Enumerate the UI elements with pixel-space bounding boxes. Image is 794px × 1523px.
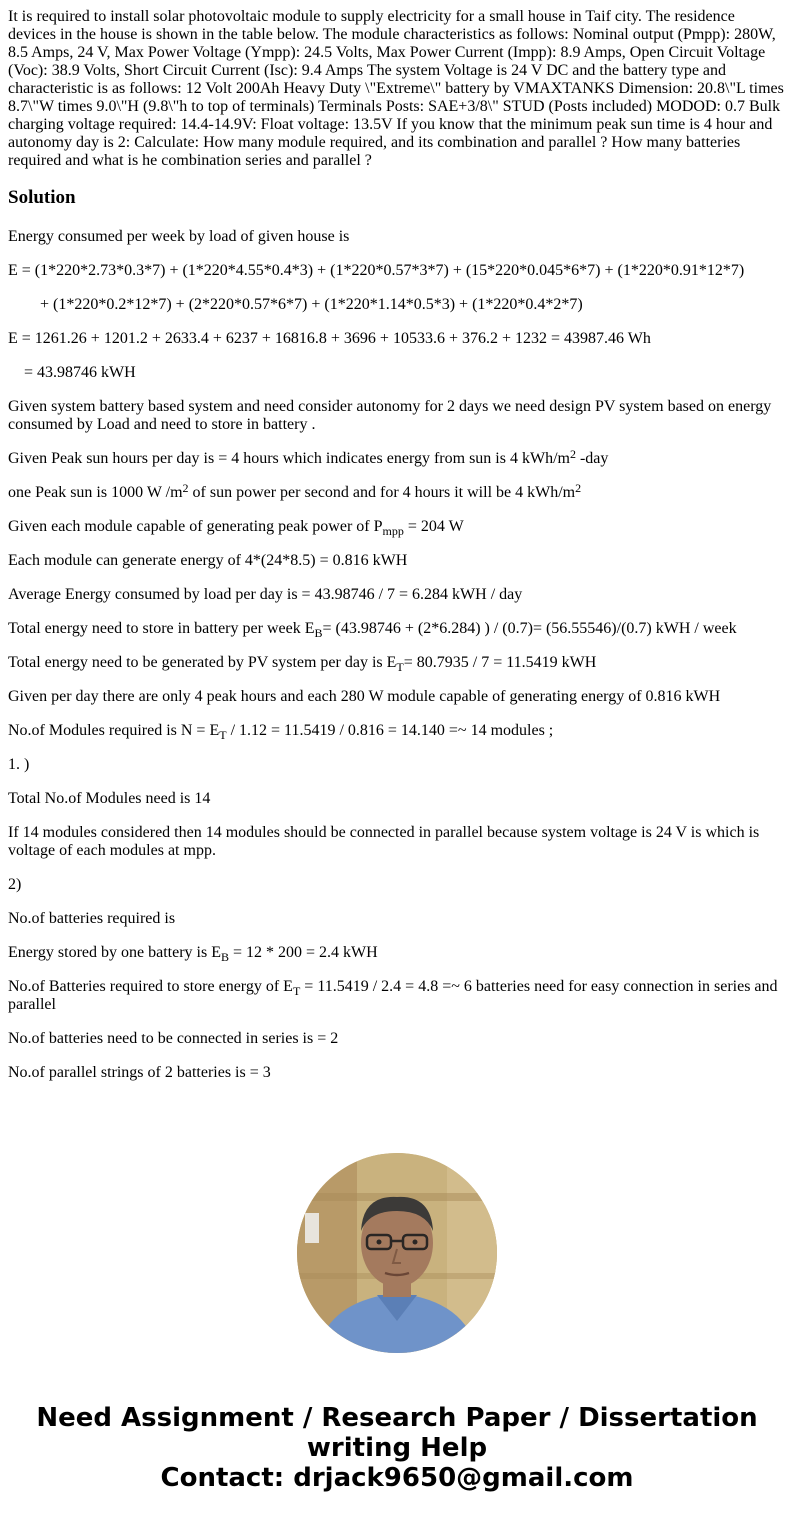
peak-hours: Given per day there are only 4 peak hours and each 280 W module capable of generating energy of 0.816 kWH: [8, 688, 721, 705]
solution-title: Solution: [8, 187, 76, 208]
energy-formula-2: + (1*220*0.2*12*7) + (2*220*0.57*6*7) + (1*220*1.14*0.5*3) + (1*220*0.4*2*7): [40, 296, 583, 313]
modules-required-value: / 1.12 = 11.5419 / 0.816 = 14.140 =~ 14 modules ;: [226, 722, 554, 739]
module-power-sub: mpp: [382, 524, 404, 538]
module-power-value: = 204 W: [403, 518, 464, 535]
battery-energy-line: [8, 944, 786, 962]
batteries-required: No.of batteries required is: [8, 910, 176, 927]
pv-day-value: = 80.7935 / 7 = 11.5419 kWH: [403, 654, 597, 671]
modules-required-text: No.of Modules required is N = E: [8, 722, 220, 739]
avatar-portrait-icon: [297, 1153, 497, 1353]
modules-required-line: [8, 722, 786, 740]
energy-kwh: = 43.98746 kWH: [24, 364, 136, 381]
promo-banner: [0, 1403, 794, 1493]
module-power-text: Given each module capable of generating peak power of P: [8, 518, 383, 535]
banner-line-1: Need Assignment / Research Paper / Dissertation: [36, 1403, 758, 1433]
one-peak-text: one Peak sun is 1000 W /m: [8, 484, 183, 501]
energy-intro: Energy consumed per week by load of given house is: [8, 228, 350, 245]
battery-week-sub: B: [314, 626, 323, 640]
energy-sum: E = 1261.26 + 1201.2 + 2633.4 + 6237 + 16816.8 + 3696 + 10533.6 + 376.2 + 1232 = 43987.46 Wh: [8, 330, 651, 347]
pv-day-line: [8, 654, 786, 672]
part-1-label: 1. ): [8, 756, 30, 773]
battery-week-value: = (43.98746 + (2*6.284) ) / (0.7)= (56.55546)/(0.7) kWH / week: [322, 620, 737, 637]
part-2-label: 2): [8, 876, 22, 893]
parallel-count: No.of parallel strings of 2 batteries is = 3: [8, 1064, 271, 1081]
author-avatar: [297, 1153, 497, 1353]
pv-day-sub: T: [396, 660, 404, 674]
batteries-count-text: No.of Batteries required to store energy of E: [8, 978, 293, 995]
batteries-count-line: [8, 978, 786, 1014]
one-peak-sup-2: 2: [575, 481, 582, 495]
parallel-note: If 14 modules considered then 14 modules should be connected in parallel because system voltage is 24 V is which is voltage of each modules at mpp.: [8, 824, 760, 859]
module-power-line: [8, 518, 786, 536]
battery-energy-sub: B: [220, 950, 229, 964]
one-peak-mid: of sun power per second and for 4 hours it will be 4 kWh/m: [188, 484, 576, 501]
one-peak-sup-1: 2: [182, 481, 189, 495]
peak-sun-text: Given Peak sun hours per day is = 4 hours which indicates energy from sun is 4 kWh/m: [8, 450, 570, 467]
autonomy-text: Given system battery based system and need consider autonomy for 2 days we need design PV system based on energy consumed by Load and need to store in battery .: [8, 398, 772, 433]
series-count: No.of batteries need to be connected in series is = 2: [8, 1030, 339, 1047]
batteries-count-sub: T: [292, 984, 301, 998]
banner-line-2: writing Help: [306, 1433, 488, 1463]
battery-energy-value: = 12 * 200 = 2.4 kWH: [229, 944, 378, 961]
module-energy: Each module can generate energy of 4*(24*8.5) = 0.816 kWH: [8, 552, 408, 569]
battery-energy-text: Energy stored by one battery is E: [8, 944, 221, 961]
total-modules: Total No.of Modules need is 14: [8, 790, 211, 807]
question-text: It is required to install solar photovoltaic module to supply electricity for a small house in Taif city. The residence devices in the house is shown in the table below. The module characteristics as follows: Nominal output (Pmpp): 280W, 8.5 Amps, 24 V, Max Power Voltage (Ympp): 24.5 Volts, Max Power Current (Impp): 8.9 Amps, Open Circuit Voltage (Voc): 38.9 Volts, Short Circuit Current (Isc): 9.4 Amps The system Voltage is 24 V DC and the battery type and characteristic is as follows: 12 Volt 200Ah Heavy Duty \"Extreme\" battery by VMAXTANKS Dimension: 20.8\"L times 8.7\"W times 9.0\"H (9.8\"h to top of terminals) Terminals Posts: SAE+3/8\" STUD (Posts included) MODOD: 0.7 Bulk charging voltage required: 14.4-14.9V: Float voltage: 13.5V If you know that the minimum peak sun time is 4 hour and autonomy day is 2: Calculate: How many module required, and its combination and parallel ? How many batteries required and what is he combination series and parallel ?: [8, 8, 784, 169]
batteries-count-value: = 11.5419 / 2.4 = 4.8 =~ 6 batteries need for easy connection in series and parallel: [8, 978, 778, 1013]
one-peak-line: [8, 481, 786, 502]
peak-sun-sup: 2: [569, 447, 576, 461]
pv-day-text: Total energy need to be generated by PV system per day is E: [8, 654, 397, 671]
peak-sun-suffix: -day: [575, 450, 609, 467]
battery-week-text: Total energy need to store in battery per week E: [8, 620, 315, 637]
modules-required-sub: T: [219, 728, 227, 742]
peak-sun-line: [8, 447, 786, 468]
avg-energy: Average Energy consumed by load per day is = 43.98746 / 7 = 6.284 kWH / day: [8, 586, 523, 603]
battery-week-line: [8, 620, 786, 638]
banner-contact: Contact: drjack9650@gmail.com: [160, 1463, 634, 1493]
energy-formula-1: E = (1*220*2.73*0.3*7) + (1*220*4.55*0.4*3) + (1*220*0.57*3*7) + (15*220*0.045*6*7) + (1*220*0.91*12*7): [8, 262, 745, 279]
